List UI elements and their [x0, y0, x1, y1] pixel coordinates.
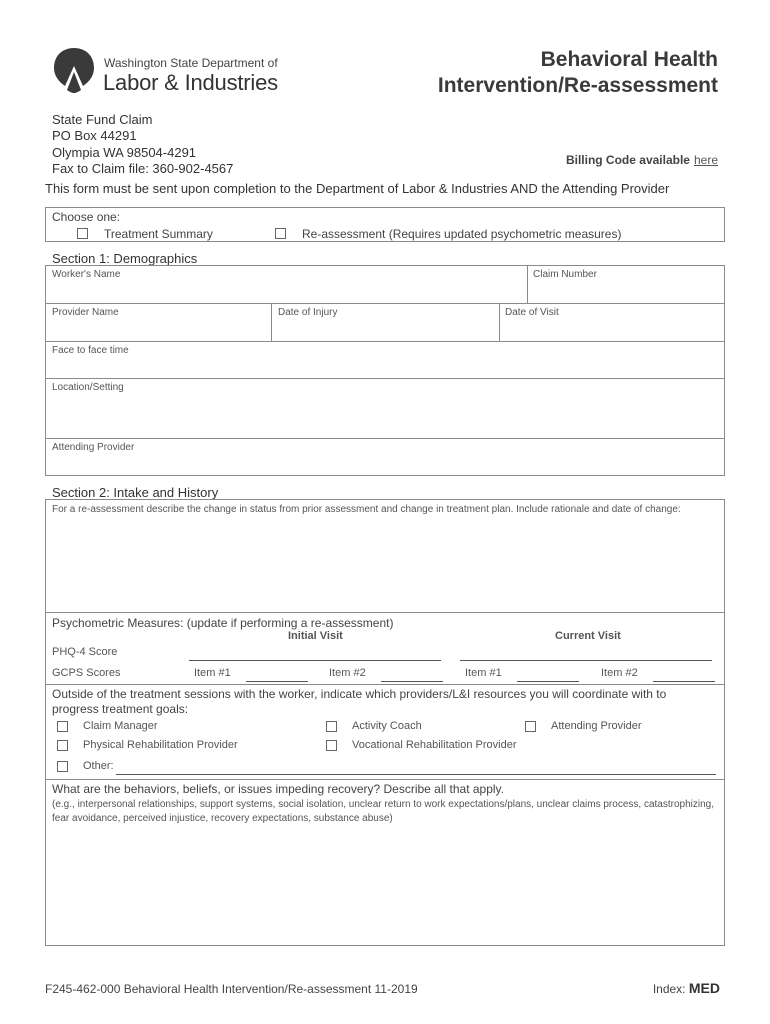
- activity-coach-checkbox[interactable]: [326, 721, 337, 732]
- coordinate-prompt: Outside of the treatment sessions with the worker, indicate which providers/L&I resources you will coordinate with to progress treatment goals:: [52, 687, 667, 716]
- date-of-injury-field[interactable]: Date of Injury: [278, 307, 338, 318]
- demographics-box: [45, 265, 725, 476]
- form-title-line2: Intervention/Re-assessment: [437, 74, 718, 97]
- phq4-label: PHQ-4 Score: [52, 646, 118, 658]
- section2-title: Section 2: Intake and History: [52, 485, 219, 500]
- location-field[interactable]: Location/Setting: [52, 382, 124, 393]
- treatment-summary-label: Treatment Summary: [104, 227, 213, 241]
- date-of-visit-field[interactable]: Date of Visit: [505, 307, 559, 318]
- reassessment-change-field[interactable]: For a re-assessment describe the change in status from prior assessment and change in treatment plan. Include rationale and date of change:: [52, 504, 681, 515]
- gcps-current-item1-line[interactable]: [517, 681, 579, 682]
- agency-logo: [52, 46, 278, 96]
- initial-visit-header: Initial Visit: [288, 630, 343, 642]
- other-label: Other:: [83, 760, 114, 772]
- other-checkbox[interactable]: [57, 761, 68, 772]
- vocational-rehab-label: Vocational Rehabilitation Provider: [352, 739, 517, 751]
- current-visit-header: Current Visit: [555, 630, 621, 642]
- lni-logo-icon: [52, 46, 96, 94]
- treatment-summary-checkbox[interactable]: [77, 228, 88, 239]
- gcps-current-item1-label: Item #1: [465, 667, 502, 679]
- claim-manager-label: Claim Manager: [83, 720, 158, 732]
- physical-rehab-checkbox[interactable]: [57, 740, 68, 751]
- attending-provider-checkbox[interactable]: [525, 721, 536, 732]
- workers-name-field[interactable]: Worker's Name: [52, 269, 121, 280]
- submission-notice: This form must be sent upon completion to the Department of Labor & Industries AND the Attending Provider: [45, 181, 670, 196]
- phq4-current-line[interactable]: [460, 660, 712, 661]
- gcps-initial-item2-line[interactable]: [381, 681, 443, 682]
- billing-link[interactable]: here: [693, 153, 718, 167]
- vocational-rehab-checkbox[interactable]: [326, 740, 337, 751]
- agency-name-line1: Washington State Department of: [104, 56, 278, 70]
- address-line1: State Fund Claim: [52, 112, 153, 127]
- form-title-line1: Behavioral Health: [540, 48, 718, 71]
- agency-name-line2: Labor & Industries: [103, 70, 278, 95]
- gcps-initial-item2-label: Item #2: [329, 667, 366, 679]
- index-code: [653, 980, 720, 996]
- activity-coach-label: Activity Coach: [352, 720, 422, 732]
- gcps-initial-item1-label: Item #1: [194, 667, 231, 679]
- billing-code: [566, 153, 718, 167]
- phq4-initial-line[interactable]: [189, 660, 441, 661]
- attending-provider-field[interactable]: Attending Provider: [52, 442, 135, 453]
- physical-rehab-label: Physical Rehabilitation Provider: [83, 739, 238, 751]
- form-id: F245-462-000 Behavioral Health Intervention/Re-assessment 11-2019: [45, 982, 418, 996]
- address-line3: Olympia WA 98504-4291: [52, 145, 197, 160]
- claim-manager-checkbox[interactable]: [57, 721, 68, 732]
- behaviors-prompt: What are the behaviors, beliefs, or issues impeding recovery? Describe all that apply.: [52, 782, 504, 796]
- psychometric-label: Psychometric Measures: (update if performing a re-assessment): [52, 616, 394, 630]
- index-label: Index:: [652, 982, 686, 996]
- fax-line: Fax to Claim file: 360-902-4567: [52, 161, 234, 176]
- provider-name-field[interactable]: Provider Name: [52, 307, 119, 318]
- claim-number-field[interactable]: Claim Number: [533, 269, 597, 280]
- behaviors-examples[interactable]: (e.g., interpersonal relationships, support systems, social isolation, unclear return to work expectations/plans, unclear claims process, catastrophizing, fear avoidance, perceived injustice, recovery expectations, substance abuse): [52, 799, 714, 824]
- face-time-field[interactable]: Face to face time: [52, 345, 129, 356]
- choose-one-label: Choose one:: [52, 210, 121, 224]
- gcps-initial-item1-line[interactable]: [246, 681, 308, 682]
- reassessment-checkbox[interactable]: [275, 228, 286, 239]
- address-line2: PO Box 44291: [52, 128, 137, 143]
- intake-history-box: [45, 499, 725, 946]
- choose-one-box: [45, 207, 725, 242]
- gcps-current-item2-label: Item #2: [601, 667, 638, 679]
- section1-title: Section 1: Demographics: [52, 251, 198, 266]
- gcps-label: GCPS Scores: [52, 667, 121, 679]
- other-input-line[interactable]: [116, 774, 716, 775]
- index-value: MED: [688, 980, 720, 996]
- gcps-current-item2-line[interactable]: [653, 681, 715, 682]
- reassessment-label: Re-assessment (Requires updated psychometric measures): [302, 227, 622, 241]
- billing-label: Billing Code available: [565, 153, 690, 167]
- attending-provider-label: Attending Provider: [551, 720, 642, 732]
